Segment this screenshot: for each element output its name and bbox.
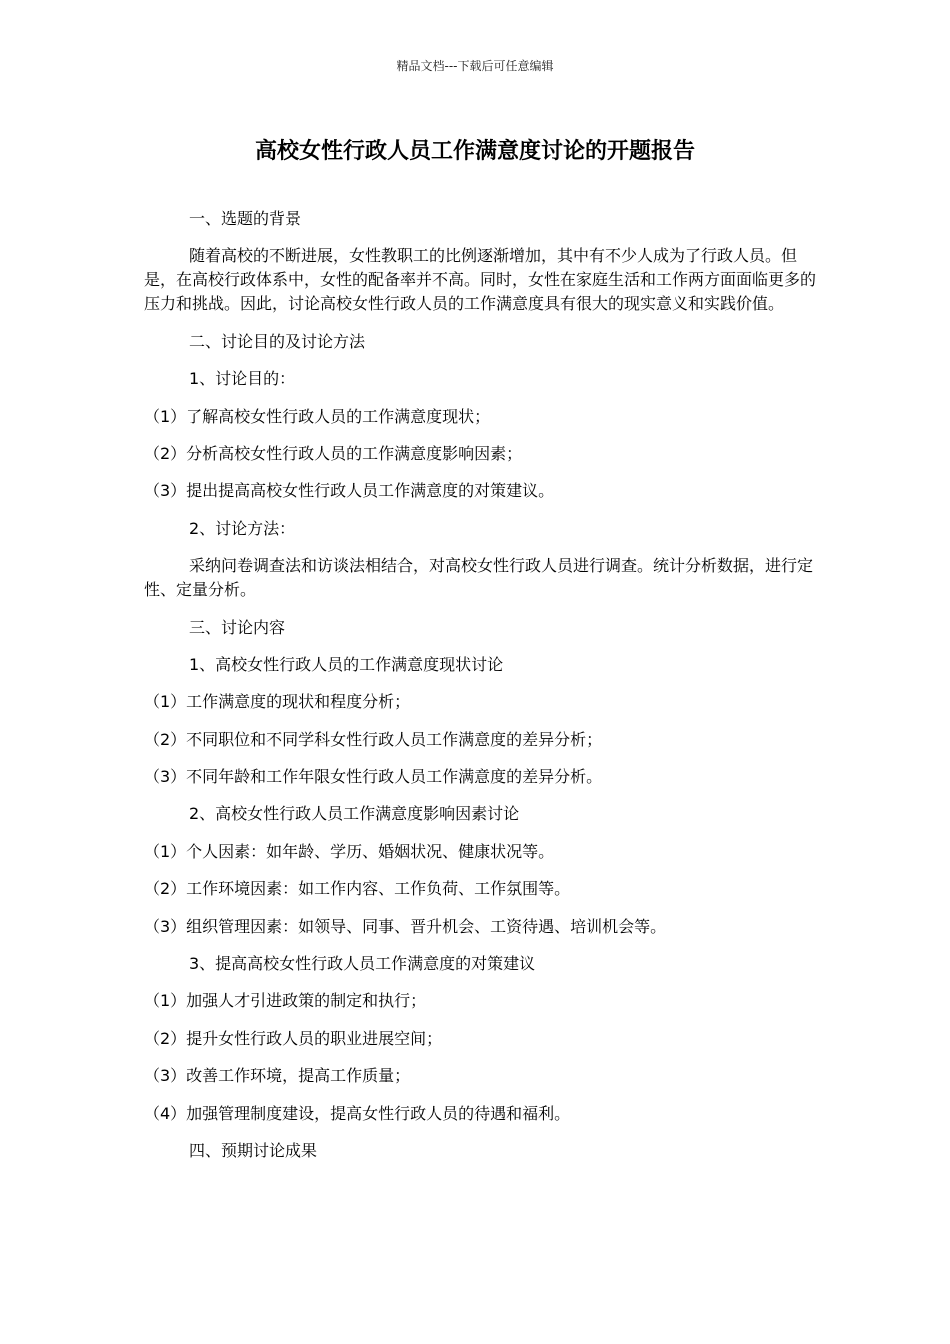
list-item: （1）了解高校女性行政人员的工作满意度现状； <box>144 406 491 426</box>
section-heading: 三、讨论内容 <box>189 617 286 637</box>
document-body <box>144 207 816 1176</box>
body-paragraph: 采纳问卷调查法和访谈法相结合，对高校女性行政人员进行调查。统计分析数据，进行定性、定量分析。 <box>144 556 814 600</box>
section-heading: 二、讨论目的及讨论方法 <box>189 331 366 351</box>
section-heading: 四、预期讨论成果 <box>189 1140 318 1160</box>
list-item: （3）不同年龄和工作年限女性行政人员工作满意度的差异分析。 <box>144 767 603 787</box>
list-item: （3）组织管理因素：如领导、同事、晋升机会、工资待遇、培训机会等。 <box>144 916 667 936</box>
list-item: （1）个人因素：如年龄、学历、婚姻状况、健康状况等。 <box>144 841 555 861</box>
list-item: （2）提升女性行政人员的职业进展空间； <box>144 1028 443 1048</box>
list-item: （1）加强人才引进政策的制定和执行； <box>144 991 427 1011</box>
list-item: （2）分析高校女性行政人员的工作满意度影响因素； <box>144 443 523 463</box>
section-heading: 2、讨论方法： <box>189 518 296 538</box>
document-title: 高校女性行政人员工作满意度讨论的开题报告 <box>254 139 695 164</box>
section-heading: 2、高校女性行政人员工作满意度影响因素讨论 <box>189 804 520 824</box>
list-item: （2）不同职位和不同学科女性行政人员工作满意度的差异分析； <box>144 729 603 749</box>
list-item: （1）工作满意度的现状和程度分析； <box>144 692 411 712</box>
section-heading: 1、讨论目的： <box>189 369 296 389</box>
page-header: 精品文档---下载后可任意编辑 <box>396 59 554 73</box>
list-item: （2）工作环境因素：如工作内容、工作负荷、工作氛围等。 <box>144 879 571 899</box>
body-paragraph: 随着高校的不断进展，女性教职工的比例逐渐增加，其中有不少人成为了行政人员。但是，在高校行政体系中，女性的配备率并不高。同时，女性在家庭生活和工作两方面面临更多的压力和挑战。因此，讨论高校女性行政人员的工作满意度具有很大的现实意义和实践价值。 <box>144 246 817 314</box>
list-item: （3）提出提高高校女性行政人员工作满意度的对策建议。 <box>144 481 555 501</box>
list-item: （3）改善工作环境，提高工作质量； <box>144 1066 411 1086</box>
section-heading: 1、高校女性行政人员的工作满意度现状讨论 <box>189 654 504 674</box>
section-heading: 3、提高高校女性行政人员工作满意度的对策建议 <box>189 954 536 974</box>
section-heading: 一、选题的背景 <box>189 209 302 228</box>
list-item: （4）加强管理制度建设，提高女性行政人员的待遇和福利。 <box>144 1103 571 1123</box>
